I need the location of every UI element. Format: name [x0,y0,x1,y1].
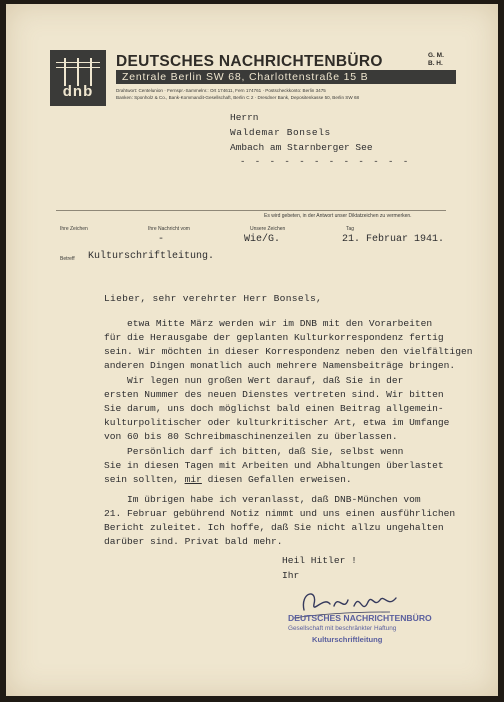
legal-form [428,52,444,68]
body-line-2: für die Herausgabe der geplanten Kulturkorrespondenz fertig [104,332,444,343]
body-line-14: 21. Februar gebührend Notiz nimmt und uns einen ausführlichen [104,508,456,519]
recipient-name: Waldemar Bonsels [230,127,331,138]
dnb-logo [50,50,106,106]
stamp-department: Kulturschriftleitung [312,635,383,644]
value-your-message: - [158,234,165,245]
recipient-place: Ambach am Starnberger See [230,142,373,153]
label-day: Tag [346,226,355,232]
bank-line: Banken: Sponholz & Co., Bank-Kommandit-Gesellschaft, Berlin C 2 · Dresdner Bank, Depositenkasse 50, Berlin SW 68 [116,95,360,100]
company-name: DEUTSCHES NACHRICHTENBÜRO [116,53,383,70]
body-line-4: anderen Dingen monatlich auch mehrere Namensbeiträge bringen. [104,360,456,371]
label-your-sign: Ihre Zeichen [60,226,88,232]
body-line-12 [104,474,352,485]
value-date: 21. Februar 1941. [342,234,445,245]
label-subject: Betreff [60,256,75,262]
dictation-note: Es wird gebeten, in der Antwort unser Diktatzeichen zu vermerken. [264,213,412,219]
label-our-sign: Unsere Zeichen [250,226,286,232]
legal-form-line-1: G. M. [428,52,444,59]
body-line-13: Im übrigen habe ich veranlasst, daß DNB-München vom [104,494,421,505]
stamp-legal-form: Gesellschaft mit beschränkter Haftung [288,625,397,632]
body-line-6: ersten Nummer des neuen Dienstes vertreten sind. Wir bitten [104,389,444,400]
body-line-16: darüber sind. Privat bald mehr. [104,536,283,547]
closing-heil: Heil Hitler ! [282,555,357,566]
body-line-11: Sie in diesen Tagen mit Arbeiten und Abhaltungen überlastet [104,460,444,471]
legal-form-line-2: B. H. [428,60,443,67]
body-line-10: Persönlich darf ich bitten, daß Sie, selbst wenn [104,446,404,457]
body-line-9: von 60 bis 80 Schreibmaschinenzeilen zu überlassen. [104,431,398,442]
label-your-message: Ihre Nachricht vom [148,226,190,232]
body-line-3: sein. Wir möchten in dieser Korrespondenz neben den vielfältigen [104,346,473,357]
closing-ihr: Ihr [282,570,300,581]
value-subject: Kulturschriftleitung. [88,251,215,262]
address-band: Zentrale Berlin SW 68, Charlottenstraße 15 B [116,70,456,84]
underlined-word: mir [184,474,202,485]
value-our-sign: Wie/G. [244,234,281,245]
body-line-5: Wir legen nun großen Wert darauf, daß Sie in der [104,375,404,386]
body-line-12-end: diesen Gefallen erweisen. [207,474,352,485]
greeting: Lieber, sehr verehrter Herr Bonsels, [104,293,323,304]
fold-line [56,210,446,211]
body-line-15: Bericht zuleitet. Ich hoffe, daß Sie nicht allzu ungehalten [104,522,444,533]
logo-text: dnb [62,83,94,100]
stamp-company: DEUTSCHES NACHRICHTENBÜRO [288,613,432,623]
recipient-salutation: Herrn [230,112,259,123]
body-line-12-start: sein sollten, [104,474,179,485]
body-line-8: kulturpolitischer oder kulturkritischer Art, etwa im Umfange [104,417,450,428]
recipient-dash-line: - - - - - - - - - - - - [240,157,411,167]
contact-line: Drahtwort: Centelunion · Fernspr.-Sammelnr.: Ort 174611, Fern 174761 · Postscheckkonto: Berlin 3475 [116,88,326,93]
body-line-7: Sie darum, uns doch möglichst bald einen Beitrag allgemein- [104,403,444,414]
body-line-1: etwa Mitte März werden wir im DNB mit den Vorarbeiten [104,318,433,329]
